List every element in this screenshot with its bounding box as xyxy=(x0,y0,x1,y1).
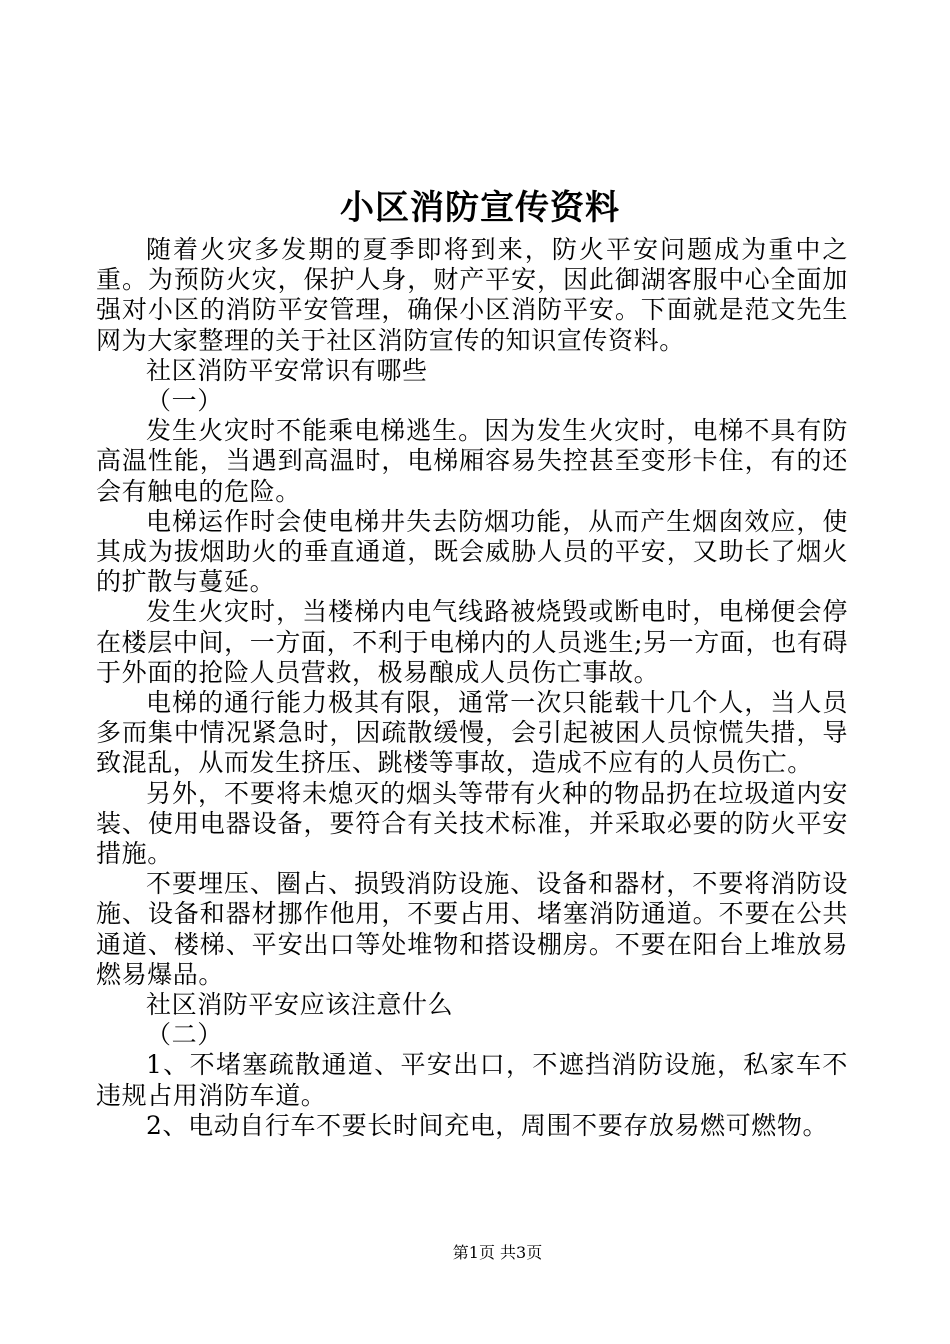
section-heading-2: 社区消防平安应该注意什么 xyxy=(146,990,454,1020)
section-heading-1: 社区消防平安常识有哪些 xyxy=(146,355,428,385)
document-body xyxy=(96,235,848,1141)
paragraph: 电梯的通行能力极其有限，通常一次只能载十几个人，当人员多而集中情况紧急时，因疏散缓慢，会引起被困人员惊慌失措，导致混乱，从而发生挤压、跳楼等事故，造成不应有的人员伤亡。 xyxy=(96,688,848,778)
paragraph: 另外，不要将未熄灭的烟头等带有火种的物品扔在垃圾道内安装、使用电器设备，要符合有关技术标准，并采取必要的防火平安措施。 xyxy=(96,778,848,869)
list-item: 1、不堵塞疏散通道、平安出口，不遮挡消防设施，私家车不违规占用消防车道。 xyxy=(96,1050,848,1110)
section-number-2: （二） xyxy=(146,1020,223,1050)
paragraph-intro: 随着火灾多发期的夏季即将到来，防火平安问题成为重中之重。为预防火灾，保护人身，财产平安，因此御湖客服中心全面加强对小区的消防平安管理，确保小区消防平安。下面就是范文先生网为大家整理的关于社区消防宣传的知识宣传资料。 xyxy=(96,235,848,355)
document-title: 小区消防宣传资料 xyxy=(340,188,620,228)
paragraph: 电梯运作时会使电梯井失去防烟功能，从而产生烟囱效应，使其成为拔烟助火的垂直通道，既会威胁人员的平安，又助长了烟火的扩散与蔓延。 xyxy=(96,506,848,597)
paragraph: 不要埋压、圈占、损毁消防设施、设备和器材，不要将消防设施、设备和器材挪作他用，不要占用、堵塞消防通道。不要在公共通道、楼梯、平安出口等处堆物和搭设棚房。不要在阳台上堆放易燃易爆品。 xyxy=(96,869,848,989)
section-number-1: （一） xyxy=(146,386,223,416)
list-item: 2、电动自行车不要长时间充电，周围不要存放易燃可燃物。 xyxy=(146,1110,829,1140)
paragraph: 发生火灾时，当楼梯内电气线路被烧毁或断电时，电梯便会停在楼层中间，一方面，不利于电梯内的人员逃生;另一方面，也有碍于外面的抢险人员营救，极易酿成人员伤亡事故。 xyxy=(96,597,848,687)
paragraph: 发生火灾时不能乘电梯逃生。因为发生火灾时，电梯不具有防高温性能，当遇到高温时，电梯厢容易失控甚至变形卡住，有的还会有触电的危险。 xyxy=(96,416,848,506)
page-footer: 第1页 共3页 xyxy=(452,1243,543,1262)
